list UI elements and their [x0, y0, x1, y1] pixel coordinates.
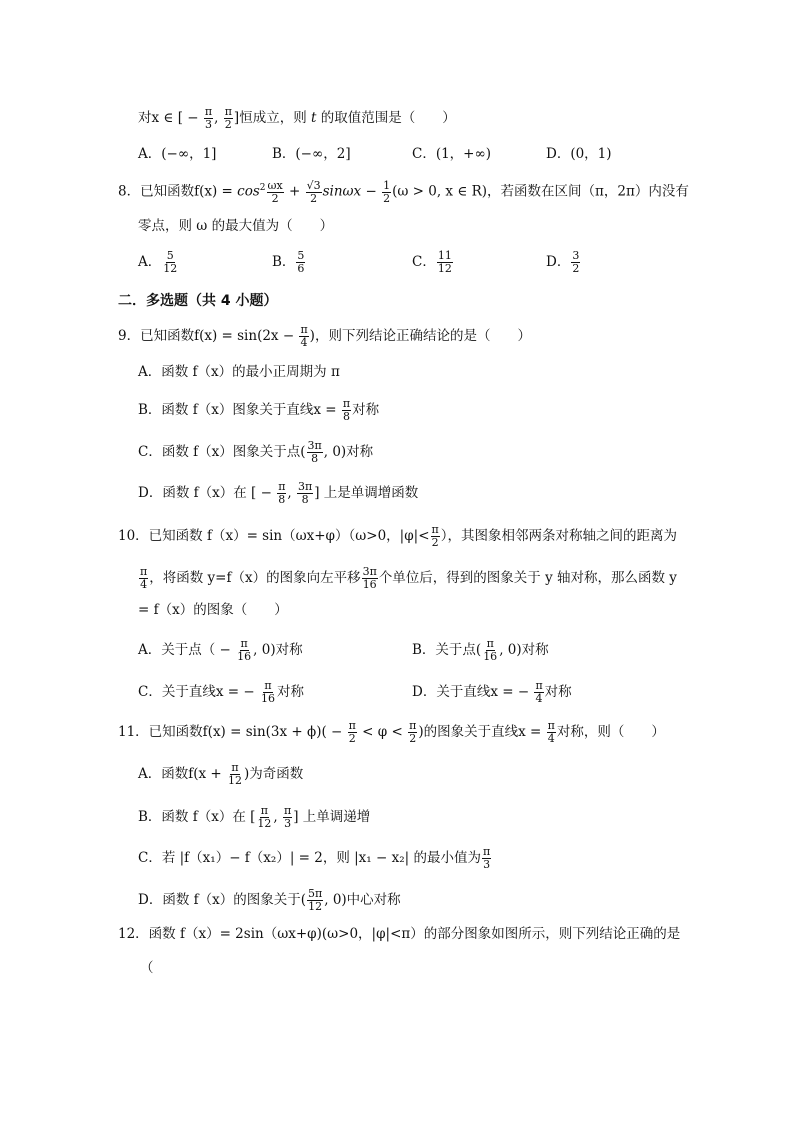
fraction-denominator: 16 [483, 650, 498, 663]
fraction-numerator: π [224, 105, 232, 118]
fraction-numerator: π [231, 761, 239, 774]
fraction-denominator: 16 [260, 692, 275, 705]
fraction-numerator: ωx [267, 178, 283, 192]
fraction [296, 250, 305, 275]
fraction-denominator: 6 [297, 262, 305, 275]
fraction-denominator: 4 [535, 692, 543, 705]
q8-option-b: B． $\frac{5}{6}$ [272, 249, 305, 275]
fraction-denominator: 2 [409, 732, 417, 745]
fraction-denominator: 8 [278, 493, 286, 506]
q11-option-d: D．函数 f（x）的图象关于( $\frac{5\pi}{12}$ , 0)中心对称 [138, 887, 401, 913]
fraction-numerator: 11 [437, 249, 452, 262]
q7-option-d: D．(0，1) [546, 146, 612, 162]
fraction [362, 566, 378, 591]
q7-option-a: A．(−∞，1] [138, 146, 217, 162]
fraction-denominator: 2 [572, 262, 580, 275]
q11-option-c: C．若 |f（x₁）− f（x₂）| = 2，则 |x₁ − x₂| 的最小值为 $\frac{\pi}{3}$ [138, 845, 491, 871]
fraction [437, 250, 453, 275]
fraction-numerator: π [264, 679, 272, 692]
fraction-numerator: π [342, 397, 351, 410]
q8-stem: 8．已知函数$f(x) = \cos^2$ $\frac{\omega x}{2}$ + $\frac{√3}{2}$ sinωx − $\frac{1}{2}$ (ω > 0, x ∈ R)，若函数在区间（π，2π）内没有 [118, 178, 689, 205]
q7-option-b: B．(−∞，2] [272, 146, 351, 162]
fraction-denominator: 4 [300, 336, 308, 349]
fraction-numerator: π [535, 679, 543, 692]
fraction [162, 250, 178, 275]
fraction-denominator: 3 [483, 858, 491, 871]
fraction [482, 638, 498, 663]
fraction-numerator: π [283, 804, 292, 817]
fraction-numerator: 5 [297, 249, 305, 262]
fraction [342, 398, 351, 423]
fraction-denominator: 12 [437, 262, 452, 275]
fraction-denominator: 4 [140, 578, 148, 591]
fraction [256, 805, 272, 830]
fraction-numerator: π [486, 637, 494, 650]
fraction-numerator: 5 [166, 249, 174, 262]
q9-option-d: D．函数 f（x）在 [ − $\frac{\pi}{8}$ , $\frac{3\pi}{8}$ ] 上是单调增函数 [138, 480, 419, 506]
fraction [260, 680, 276, 705]
fraction [267, 180, 284, 205]
fraction [408, 720, 417, 745]
fraction-denominator: 2 [431, 536, 439, 549]
q10-option-c: C．关于直线x = − $\frac{\pi}{16}$ 对称 [138, 679, 304, 705]
fraction-denominator: 12 [257, 817, 272, 830]
q8-option-c: C． $\frac{11}{12}$ [412, 249, 452, 275]
fraction [204, 106, 213, 131]
fraction [297, 481, 313, 506]
q9-option-c: C．函数 f（x）图象关于点( $\frac{3\pi}{8}$ , 0)对称 [138, 439, 374, 465]
q10-option-b: B．关于点( $\frac{\pi}{16}$ , 0)对称 [412, 637, 549, 663]
fraction [307, 440, 323, 465]
fraction [482, 846, 491, 871]
fraction-numerator: 1 [383, 178, 391, 192]
fraction-denominator: 2 [383, 191, 391, 205]
fraction-numerator: π [547, 719, 555, 732]
q10-option-a: A．关于点（ − $\frac{\pi}{16}$ , 0)对称 [138, 637, 303, 663]
fraction-numerator: √3 [306, 178, 321, 192]
q8-option-d: D． $\frac{3}{2}$ [546, 249, 580, 275]
fraction-denominator: 16 [362, 578, 377, 591]
q9-stem: 9．已知函数f(x) = sin(2x − $\frac{\pi}{4}$ )，则下列结论正确结论的是（ ） [118, 323, 531, 349]
fraction [224, 106, 233, 131]
fraction-numerator: π [482, 845, 491, 858]
fraction-numerator: π [409, 719, 417, 732]
fraction-numerator: π [204, 105, 213, 118]
q8-option-a: A． $\frac{5}{12}$ [138, 249, 178, 275]
fraction-numerator: π [240, 637, 248, 650]
fraction-numerator: π [260, 804, 268, 817]
fraction-numerator: 3π [362, 565, 377, 578]
fraction [139, 566, 148, 591]
fraction-denominator: 3 [284, 817, 292, 830]
fraction-denominator: 2 [271, 191, 279, 205]
fraction [547, 720, 556, 745]
q7-continuation: 对x ∈ [ − $\frac{\pi}{3}$ , $\frac{\pi}{2}$ ]恒成立，则 t 的取值范围是（ ） [138, 105, 456, 131]
fraction-denominator: 2 [310, 191, 318, 205]
fraction-numerator: 3π [298, 480, 313, 493]
q10-stem: 10．已知函数 f（x）= sin（ωx+φ）（ω>0，|φ|< $\frac{\pi}{2}$ ），其图象相邻两条对称轴之间的距离为 [118, 523, 678, 549]
fraction-numerator: π [348, 719, 356, 732]
q11-option-b: B．函数 f（x）在 [ $\frac{\pi}{12}$ , $\frac{\pi}{3}$ ] 上单调递增 [138, 804, 371, 830]
fraction-numerator: π [278, 480, 286, 493]
fraction-numerator: 3π [307, 439, 322, 452]
fraction-numerator: 3 [572, 249, 580, 262]
fraction [382, 180, 391, 205]
fraction [283, 805, 292, 830]
fraction-numerator: π [431, 523, 439, 536]
fraction [277, 481, 286, 506]
q10-stem-line2: $\frac{\pi}{4}$ ，将函数 y=f（x）的图象向左平移 $\frac{3\pi}{16}$ 个单位后，得到的图象关于 y 轴对称，那么函数 y [140, 565, 677, 591]
fraction [348, 720, 357, 745]
fraction-numerator: 5π [308, 887, 323, 900]
fraction [306, 180, 322, 205]
fraction [227, 762, 243, 787]
q11-option-a: A．函数f(x + $\frac{\pi}{12}$ )为奇函数 [138, 761, 304, 787]
fraction-denominator: 12 [163, 262, 178, 275]
fraction-denominator: 8 [301, 493, 309, 506]
fraction [236, 638, 252, 663]
q12-stem: 12．函数 f（x）= 2sin（ωx+φ)(ω>0，|φ|<π）的部分图象如图所示，则下列结论正确的是 [118, 926, 681, 942]
fraction-denominator: 2 [224, 118, 232, 131]
fraction [307, 888, 323, 913]
q10-stem-line3: = f（x）的图象（ ） [138, 602, 288, 618]
fraction [571, 250, 580, 275]
fraction-denominator: 12 [308, 900, 323, 913]
q7-option-c: C．(1，+∞) [412, 146, 492, 162]
q9-option-b: B．函数 f（x）图象关于直线x = $\frac{\pi}{8}$ 对称 [138, 397, 380, 423]
q10-option-d: D．关于直线x = − $\frac{\pi}{4}$ 对称 [412, 679, 572, 705]
q8-stem-line2: 零点，则 ω 的最大值为（ ） [138, 218, 334, 234]
fraction [431, 524, 440, 549]
q11-stem: 11．已知函数f(x) = sin(3x + ϕ)( − $\frac{\pi}{2}$ < φ < $\frac{\pi}{2}$ )的图象关于直线x = $\frac{\pi}{4}$ 对称，则（ ） [118, 719, 665, 745]
fraction-denominator: 8 [342, 410, 350, 423]
q12-stem-line2: （ [140, 960, 154, 976]
fraction-denominator: 16 [237, 650, 252, 663]
fraction [299, 324, 308, 349]
q9-option-a: A．函数 f（x）的最小正周期为 π [138, 364, 340, 380]
fraction-numerator: π [140, 565, 148, 578]
fraction-denominator: 3 [204, 118, 212, 131]
fraction-denominator: 12 [228, 774, 243, 787]
section-title: 二．多选题（共 4 小题） [118, 293, 278, 309]
fraction-denominator: 4 [547, 732, 555, 745]
fraction-numerator: π [300, 323, 308, 336]
fraction-denominator: 8 [311, 452, 319, 465]
fraction [534, 680, 543, 705]
fraction-denominator: 2 [348, 732, 356, 745]
